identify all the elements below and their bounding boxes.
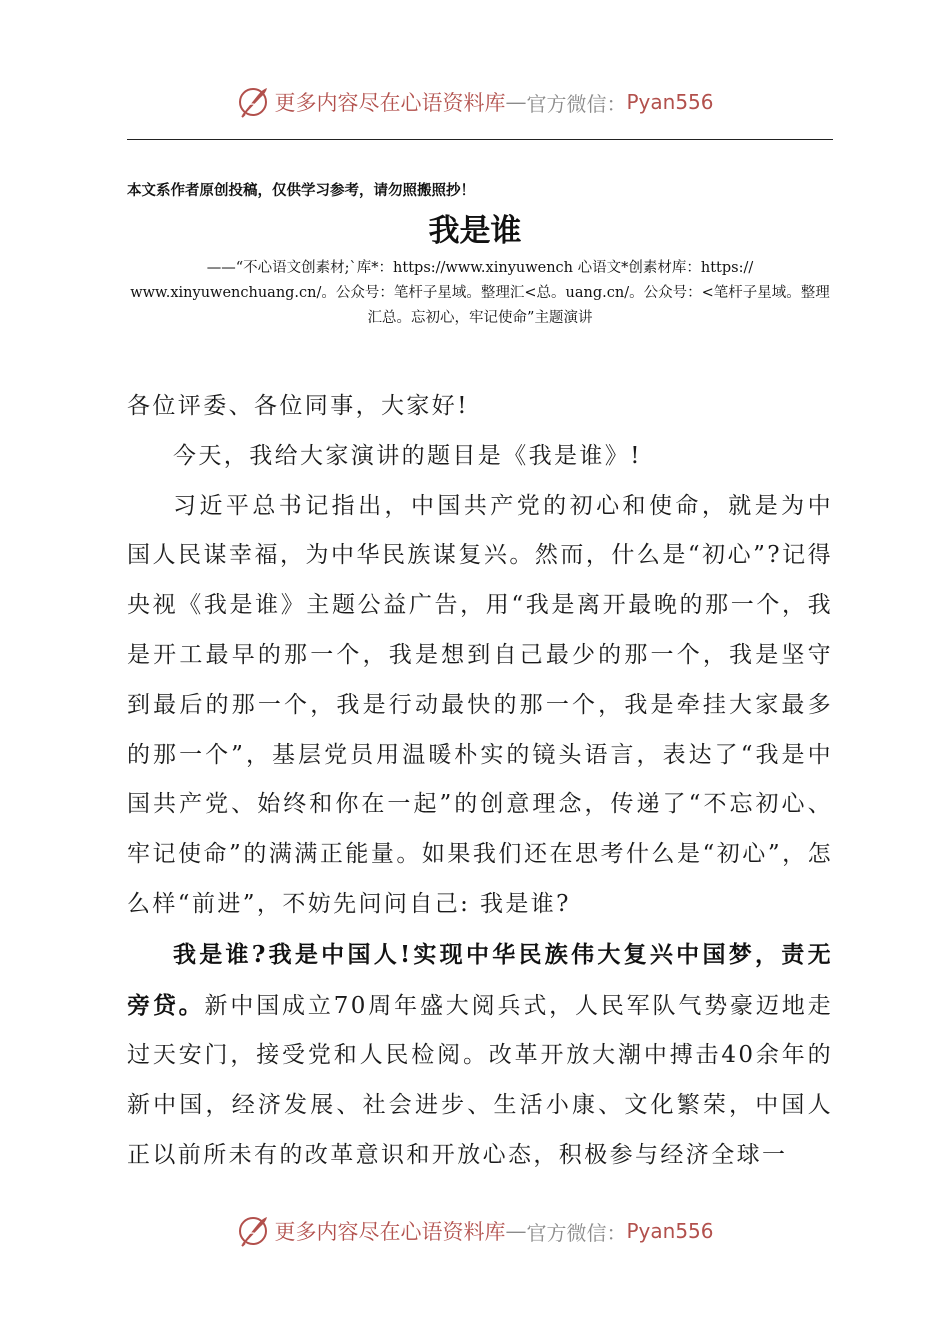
header-divider	[127, 139, 833, 140]
body-paragraph	[127, 930, 833, 1181]
paragraph-text: 新中国成立70周年盛大阅兵式，人民军队气势豪迈地走过天安门，接受党和人民检阅。改革开放大潮中搏击40余年的新中国，经济发展、社会进步、生活小康、文化繁荣，中国人正以前所未有的改革意识和开放心态，积极参与经济全球一	[127, 992, 833, 1168]
bold-lead-sentence: 我是谁?我是中国人!实现中华民族伟大复兴中国梦，责无旁贷。	[127, 940, 833, 1019]
quill-pen-logo-icon	[236, 85, 270, 119]
banner-wechat-id: Pyan556	[626, 90, 714, 114]
banner-separator: —	[505, 90, 527, 114]
article-body	[127, 382, 833, 1181]
footer-banner	[0, 1211, 950, 1251]
body-paragraph: 习近平总书记指出，中国共产党的初心和使命，就是为中国人民谋幸福，为中华民族谋复兴。然而，什么是“初心”?记得央视《我是谁》主题公益广告，用“我是离开最晚的那一个，我是开工最早的那一个，我是想到自己最少的那一个，我是坚守到最后的那一个，我是行动最快的那一个，我是牵挂大家最多的那一个”，基层党员用温暖朴实的镜头语言，表达了“我是中国共产党、始终和你在一起”的创意理念，传递了“不忘初心、牢记使命”的满满正能量。如果我们还在思考什么是“初心”，怎么样“前进”，不妨先问问自己: 我是谁?	[127, 492, 833, 917]
copyright-notice: 本文系作者原创投稿，仅供学习参考，请勿照搬照抄！	[127, 182, 475, 199]
quill-pen-logo-icon	[236, 1214, 270, 1248]
banner-slogan: 更多内容尽在心语资料库	[274, 91, 506, 115]
banner-wechat-id: Pyan556	[626, 1219, 714, 1243]
banner-wechat-label: 官方微信：	[526, 1220, 627, 1245]
greeting-paragraph: 各位评委、各位同事，大家好!	[127, 393, 469, 419]
header-banner	[0, 82, 950, 122]
banner-separator: —	[505, 1219, 527, 1243]
page-title: 我是谁	[428, 213, 522, 249]
intro-paragraph: 今天，我给大家演讲的题目是《我是谁》!	[173, 442, 642, 469]
banner-slogan: 更多内容尽在心语资料库	[274, 1220, 506, 1244]
subtitle: ——“不心语文创素材;`库*：https://www.xinyuwench 心语文*创素材库：https:// www.xinyuwenchuang.cn/。公众号：笔杆子星域。整理汇<总。uang.cn/。公众号：<笔杆子星域。整理汇总。忘初心，牢记使命”主题演讲	[130, 260, 830, 326]
banner-wechat-label: 官方微信：	[526, 91, 627, 116]
